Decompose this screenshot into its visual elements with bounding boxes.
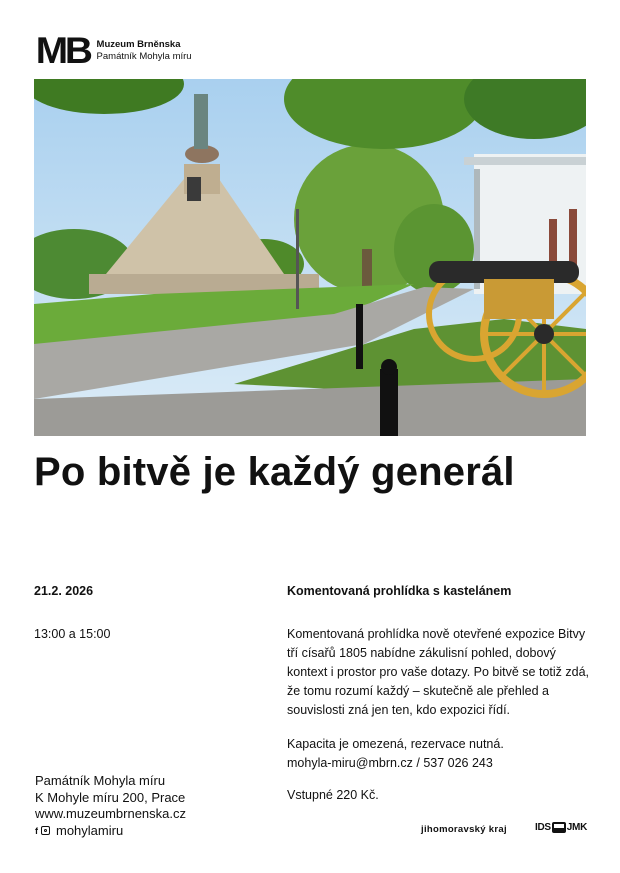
event-subtitle: Komentovaná prohlídka s kastelánem: [287, 584, 512, 598]
contact-info[interactable]: mohyla-miru@mbrn.cz / 537 026 243: [287, 756, 493, 770]
admission-price: Vstupné 220 Kč.: [287, 788, 379, 802]
jmk-label: JMK: [566, 822, 587, 833]
capacity-note: Kapacita je omezená, rezervace nutná.: [287, 737, 504, 751]
address-line1: Památník Mohyla míru: [35, 773, 166, 788]
ids-label: IDS: [535, 822, 551, 833]
museum-logo: [35, 30, 192, 71]
logo-text: [97, 39, 192, 63]
org-name: Muzeum Brněnska: [96, 39, 181, 50]
address-line2: K Mohyle míru 200, Prace: [35, 789, 186, 805]
instagram-icon: [41, 826, 50, 835]
event-date: 21.2. 2026: [34, 584, 94, 598]
monument-photo-illustration: [34, 79, 586, 436]
reservation-info: [287, 735, 597, 773]
event-description: Komentovaná prohlídka nově otevřené expozice Bitvy tří císařů 1805 nabídne zákulisní pohled, dobový kontext i prostor pro vaše dotazy. Po bitvě se totiž zdá, že tomu rozumí každý – skutečně ale přehled a souvislosti zná jen ten, kdo expozici řídí.: [287, 627, 590, 717]
event-time: 13:00 a 15:00: [34, 627, 111, 641]
partner-logo-jihomoravsky-kraj: jihomoravský kraj: [421, 824, 507, 835]
event-title: Po bitvě je každý generál: [34, 450, 515, 494]
venue-address: [35, 773, 186, 839]
social-handle-row[interactable]: [35, 823, 186, 840]
site-name: Památník Mohyla míru: [96, 51, 192, 62]
hero-photo: [34, 79, 586, 436]
logo-mark: MB: [35, 30, 90, 71]
website-link[interactable]: www.muzeumbrnenska.cz: [35, 806, 186, 821]
social-handle: mohylamiru: [56, 822, 124, 838]
facebook-icon: f: [35, 825, 38, 836]
partner-logo-ids-jmk: [535, 822, 587, 833]
bus-icon: [552, 822, 566, 833]
